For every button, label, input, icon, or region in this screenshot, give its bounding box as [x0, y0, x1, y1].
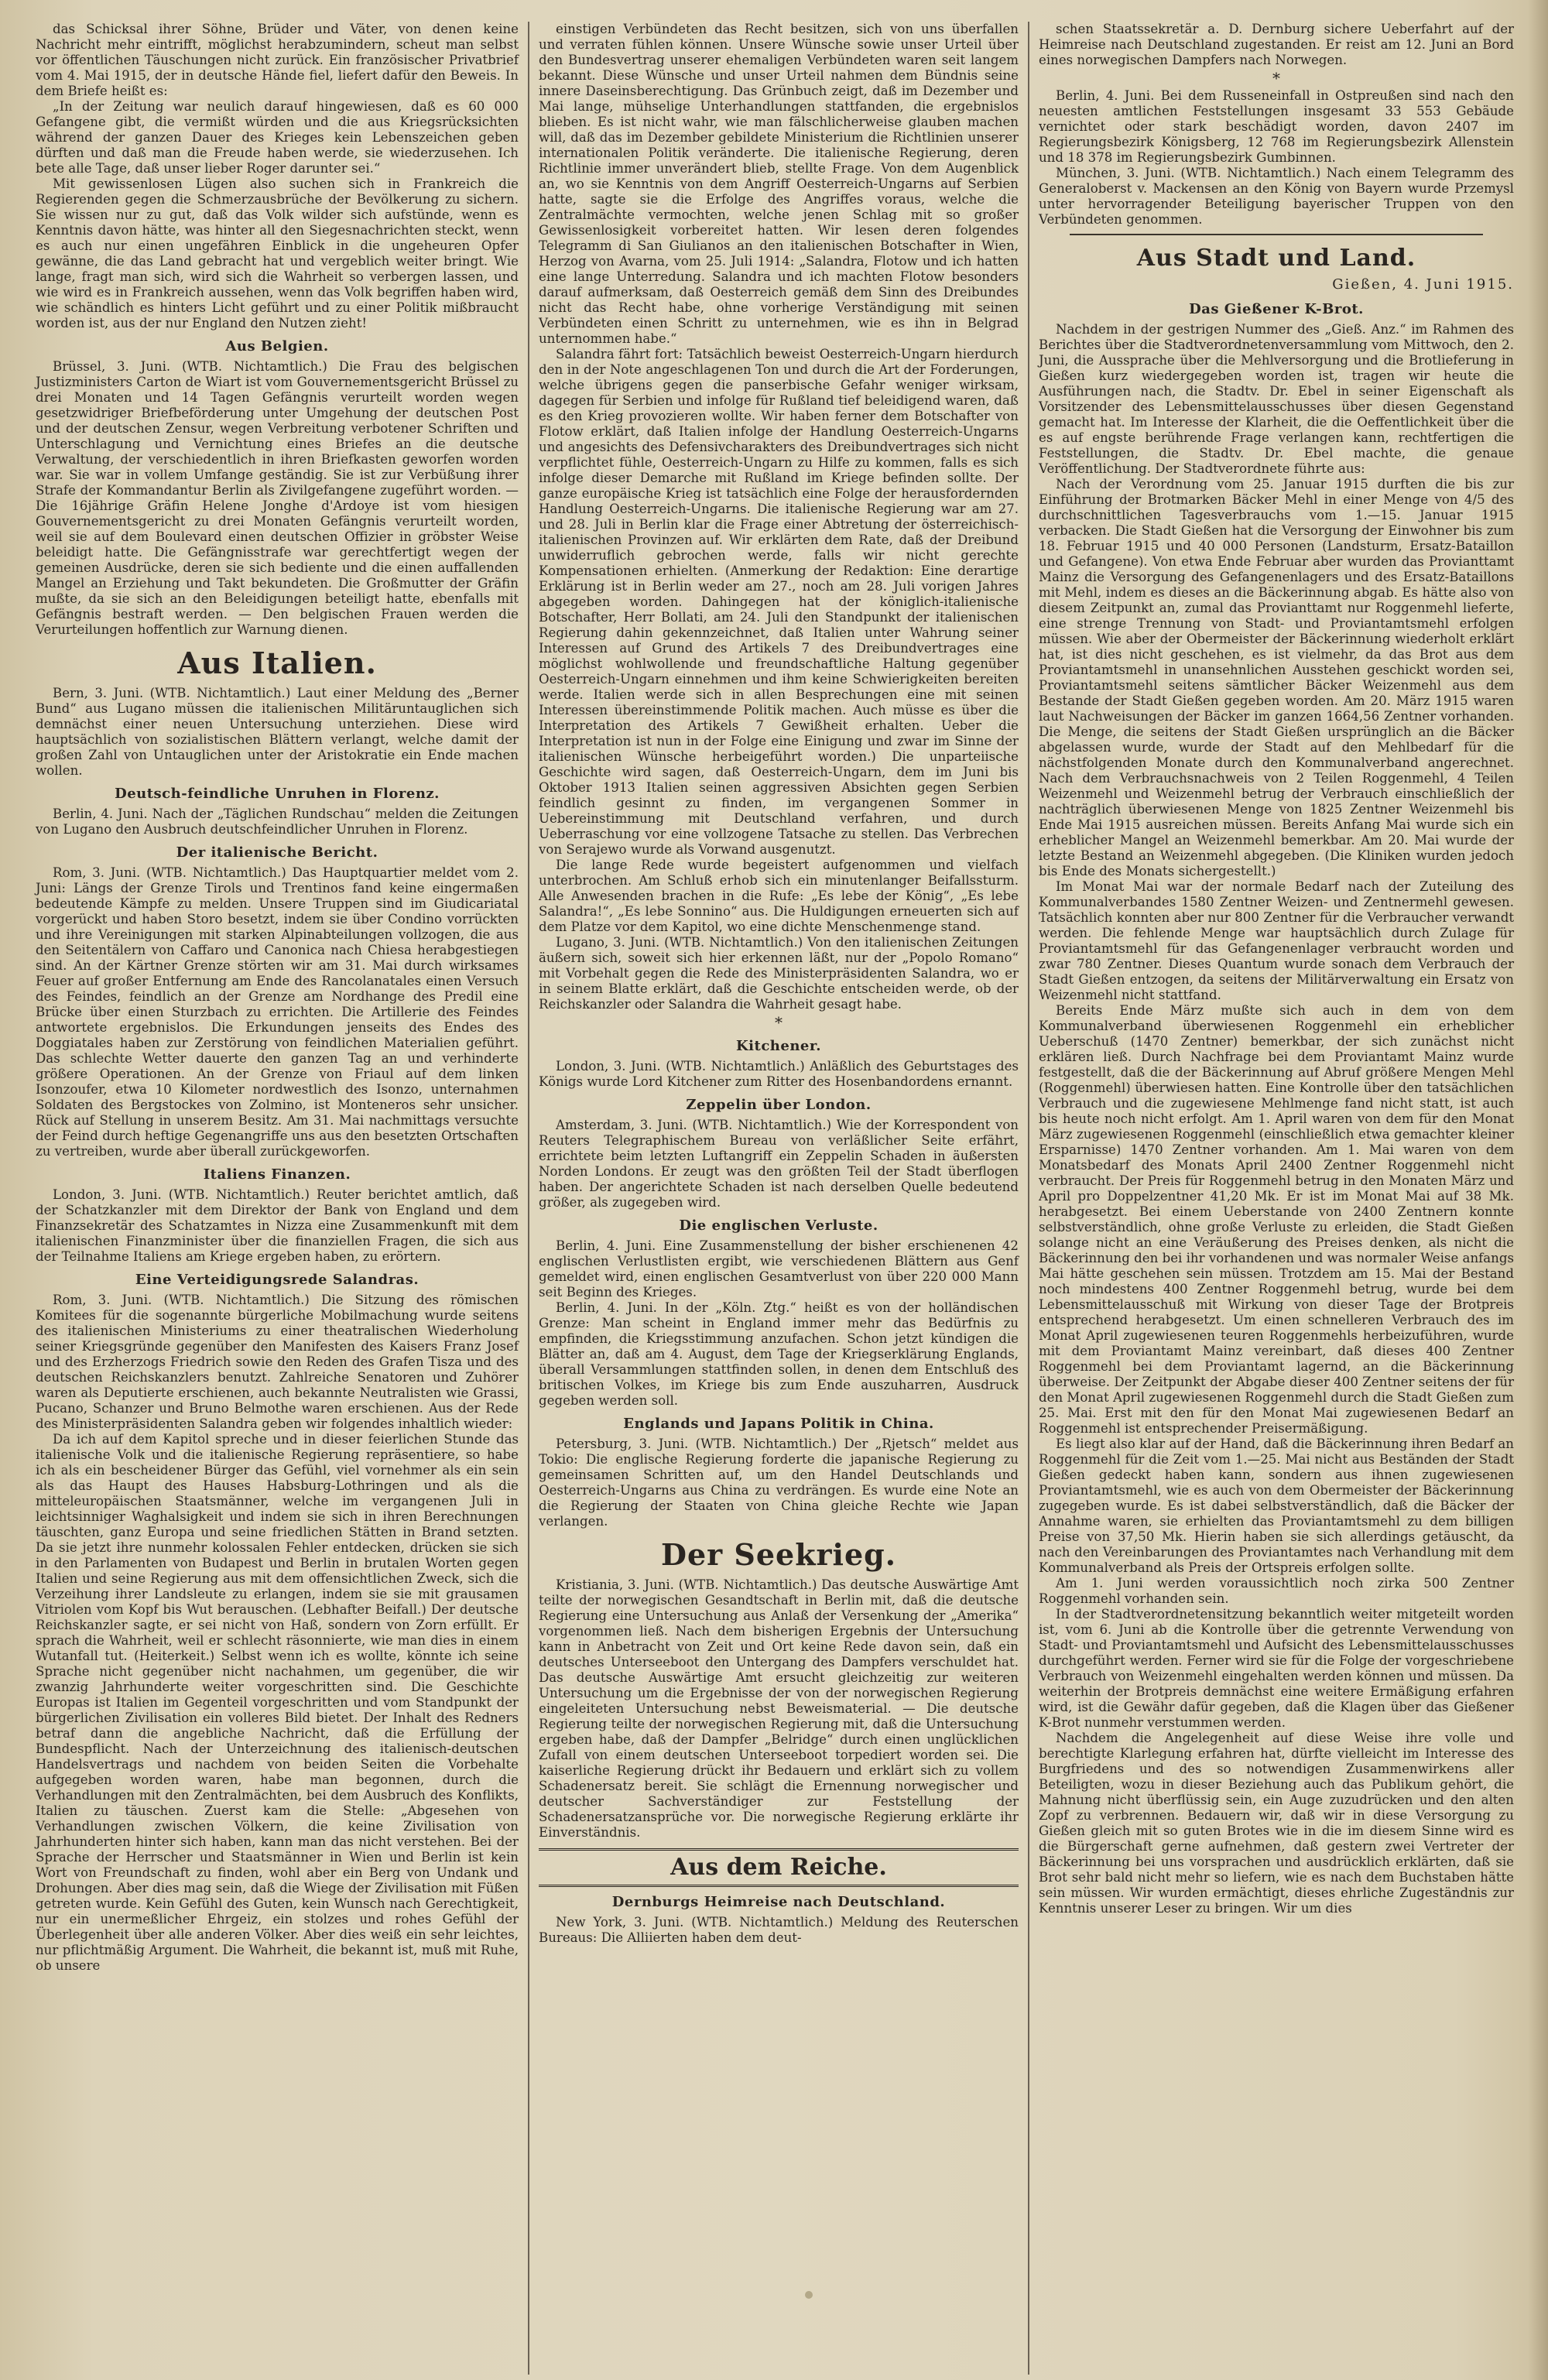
paragraph: Lugano, 3. Juni. (WTB. Nichtamtlich.) Von den italienischen Zeitungen äußern sich, soweit sich hier erkennen läßt, nur der „Popolo Romano“ mit Vorbehalt gegen die Rede des Ministerpräsidenten Salandra, wo er in seinem Blatte erklärt, daß die Geschichte entscheiden werde, ob der Reichskanzler oder Salandra die Wahrheit gesagt habe.	[539, 935, 1019, 1012]
subheading-dernburg: Dernburgs Heimreise nach Deutschland.	[611, 1894, 946, 1910]
page-fold-mark	[805, 2291, 813, 2299]
asterisk-divider: *	[775, 1013, 783, 1032]
paragraph: Salandra fährt fort: Tatsächlich beweist Oesterreich-Ungarn hierdurch den in der Note angeschlagenen Ton und durch die Art der Forderungen, welche übrigens gegen die panserbische Gefahr weniger wirksam, dagegen für Serbien und infolge für Rußland tief beleidigend waren, daß es den Krieg provozieren wollte. Wir haben ferner dem Botschafter von Flotow erklärt, daß Italien infolge der Handlung Oesterreich-Ungarns und angesichts des Defensivcharakters des Dreibundvertrages sich nicht verpflichtet fühle, Oesterreich-Ungarn zu Hilfe zu kommen, falls es sich infolge dieser Demarche mit Rußland im Kriege befinden sollte. Der ganze europäische Krieg ist tatsächlich eine Folge der herausfordernden Handlung Oesterreich-Ungarns. Die italienische Regierung war am 27. und 28. Juli in Berlin klar die Frage einer Abtretung der österreichisch-italienischen Provinzen auf. Wir erklärten dem Rate, daß der Dreibund unwiderruflich gebrochen werde, falls wir nicht gerechte Kompensationen erhielten. (Anmerkung der Redaktion: Eine derartige Erklärung ist in Berlin weder am 27., noch am 28. Juli vorigen Jahres abgegeben worden. Dahingegen hat der königlich-italienische Botschafter, Herr Bollati, am 24. Juli den Standpunkt der italienischen Regierung dahin gekennzeichnet, daß Italien unter Wahrung seiner Interessen auf Grund des Artikels 7 des Dreibundvertrages eine möglichst wohlwollende und freundschaftliche Haltung gegenüber Oesterreich-Ungarn einnehmen und ihm keine Schwierigkeiten bereiten werde. Italien werde sich in allen Besprechungen eine mit seinen Interessen übereinstimmende Politik machen. Auch müsse es über die Interpretation des Artikels 7 Gewißheit erhalten. Ueber die Interpretation ist nun in der Folge eine Einigung und zwar im Sinne der italienischen Wünsche herbeigeführt worden.) Die unparteiische Geschichte wird sagen, daß Oesterreich-Ungarn, dem im Juni bis Oktober 1913 Italien seinen aggressiven Absichten gegen Serbien feindlich gesinnt zu finden, im vergangenen Sommer in Uebereinstimmung mit Deutschland verfahren, und durch Ueberraschung vor eine vollzogene Tatsache zu stellen. Das Verbrechen von Serajewo wurde als Vorwand ausgenutzt.	[539, 347, 1019, 857]
page-edge-shadow	[1528, 0, 1548, 2380]
column-2	[528, 22, 1028, 2375]
paragraph: das Schicksal ihrer Söhne, Brüder und Väter, von denen keine Nachricht mehr eintrifft, möglichst herabzumindern, scheut man selbst vor öffentlichen Täuschungen nicht zurück. Ein französischer Privatbrief vom 4. Mai 1915, der in deutsche Hände fiel, liefert dafür den Beweis. In dem Briefe heißt es:	[36, 22, 519, 98]
asterisk-divider: *	[1272, 69, 1280, 87]
paragraph: München, 3. Juni. (WTB. Nichtamtlich.) Nach einem Telegramm des Generaloberst v. Mackensen an den König von Bayern wurde Przemysl unter hervorragender Beteiligung bayerischer Truppen von den Verbündeten genommen.	[1039, 166, 1514, 227]
dateline: Gießen, 4. Juni 1915.	[1332, 276, 1514, 293]
subheading-salandra: Eine Verteidigungsrede Salandras.	[135, 1272, 420, 1288]
paragraph: einstigen Verbündeten das Recht besitzen, sich von uns überfallen und verraten fühlen können. Unsere Wünsche sowie unser Urteil über den Bundesvertrag unserer ehemaligen Verbündeten waren seit langem bekannt. Diese Wünsche und unser Urteil nahmen dem Bündnis seine innere Daseinsberechtigung. Das Grünbuch zeigt, daß im Dezember und Mai lange, mühselige Unterhandlungen stattfanden, die ergebnislos blieben. Es ist nicht wahr, wie man fälschlicherweise glauben machen will, daß das im Dezember gebildete Ministerium die Richtlinien unserer internationalen Politik veränderte. Die italienische Regierung, deren Richtlinie immer unverändert blieb, stellte Frage. Von dem Augenblick an, wo sie Kenntnis von dem Angriff Oesterreich-Ungarns auf Serbien hatte, sagte sie die Erfolge des Angriffes voraus, welche die Zentralmächte vermochten, welche jenen Schlag mit so großer Gewissenlosigkeit vorbereitet hatten. Wir lesen deren folgendes Telegramm di San Giulianos an den italienischen Botschafter in Wien, Herzog von Avarna, vom 25. Juli 1914: „Salandra, Flotow und ich hatten eine lange Unterredung. Salandra und ich machten Flotow besonders darauf aufmerksam, daß Oesterreich gemäß dem Sinn des Dreibundes nicht das Recht habe, ohne vorherige Verständigung mit seinen Verbündeten einen Schritt zu unternehmen, wie es ihn in Belgrad unternommen habe.“	[539, 22, 1019, 346]
subheading-zeppelin: Zeppelin über London.	[686, 1097, 872, 1113]
paragraph: London, 3. Juni. (WTB. Nichtamtlich.) Anläßlich des Geburtstages des Königs wurde Lord Kitchener zum Ritter des Hosenbandordens ernannt.	[539, 1059, 1019, 1089]
subheading-italiens-finanzen: Italiens Finanzen.	[203, 1166, 351, 1183]
paragraph: Es liegt also klar auf der Hand, daß die Bäckerinnung ihren Bedarf an Roggenmehl für die Zeit vom 1.—25. Mai nicht aus Beständen der Stadt Gießen gedeckt haben kann, sondern aus ihnen zugewiesenen Proviantamtsmehl, wie es auch von dem Obermeister der Bäckerinnung zugegeben wurde. Es ist dabei selbstverständlich, daß die Bäcker der Annahme waren, sie erhielten das Proviantamtsmehl zu dem billigen Preise von 37,50 Mk. Hierin haben sie sich allerdings getäuscht, da nach den Vereinbarungen des Proviantamtes nach Verhandlung mit dem Kommunalverband als Preis der Ortspreis erfolgen sollte.	[1039, 1437, 1514, 1575]
paragraph: London, 3. Juni. (WTB. Nichtamtlich.) Reuter berichtet amtlich, daß der Schatzkanzler mit dem Direktor der Bank von England und dem Finanzsekretär des Schatzamtes in Nizza eine Zusammenkunft mit dem italienischen Finanzminister über die finanziellen Fragen, die sich aus der Teilnahme Italiens am Kriege ergeben haben, zu erörtern.	[36, 1187, 519, 1264]
paragraph: Nachdem in der gestrigen Nummer des „Gieß. Anz.“ im Rahmen des Berichtes über die Stadtverordnetenversammlung vom Mittwoch, den 2. Juni, die Aussprache über die Mehlversorgung und die Brotlieferung in Gießen kurz wiedergegeben worden ist, tragen wir heute die Ausführungen nach, die Stadtv. Dr. Ebel in seiner Eigenschaft als Vorsitzender des Lebensmittelausschusses über diesen Gegenstand gemacht hat. Im Interesse der Klarheit, die die Oeffentlichkeit über die es auf engste berührende Frage verlangen kann, rechtfertigen die Feststellungen, die Stadtv. Dr. Ebel machte, die genaue Veröffentlichung. Der Stadtverordnete führte aus:	[1039, 322, 1514, 476]
paragraph: Bern, 3. Juni. (WTB. Nichtamtlich.) Laut einer Meldung des „Berner Bund“ aus Lugano müssen die italienischen Militäruntauglichen sich demnächst einer neuen Untersuchung unterziehen. Diese wird hauptsächlich von sozialistischen Blättern verlangt, welche damit der großen Zahl von Untauglichen unter der Aristokratie ein Ende machen wollen.	[36, 686, 519, 778]
paragraph: Berlin, 4. Juni. In der „Köln. Ztg.“ heißt es von der holländischen Grenze: Man scheint in England immer mehr das Bedürfnis zu empfinden, die Kriegsstimmung anzufachen. Schon jetzt kündigen die Blätter an, daß am 4. August, dem Tage der Kriegserklärung Englands, überall Versammlungen stattfinden sollen, in denen dem Entschluß des britischen Volkes, im Kriege bis zum Ende auszuharren, Ausdruck gegeben werden soll.	[539, 1300, 1019, 1408]
paragraph: Die lange Rede wurde begeistert aufgenommen und vielfach unterbrochen. Am Schluß erhob sich ein minutenlanger Beifallssturm. Alle Anwesenden brachen in die Rufe: „Es lebe der König“, „Es lebe Salandra!“, „Es lebe Sonnino“ aus. Die Huldigungen erneuerten sich auf dem Platze vor dem Kapitol, wo eine dichte Menschenmenge stand.	[539, 858, 1019, 934]
paragraph: Nachdem die Angelegenheit auf diese Weise ihre volle und berechtigte Klarlegung erfahren hat, dürfte vielleicht im Interesse des Burgfriedens und des so notwendigen Zusammenwirkens aller Beteiligten, wozu in dieser Beziehung auch das Publikum gehört, die Mahnung nicht überflüssig sein, ein Auge zuzudrücken und den alten Zopf zu verbrennen. Bedauern wir, daß wir in diese Versorgung zu Gießen gleich mit so guten Brotes wie in die im diesem Sinne wird es die Bürgerschaft gerne aufnehmen, daß gestern zwei Vertreter der Bäckerinnung bei uns vorsprachen und ausdrücklich erklärten, daß sie Brot sehr bald nicht mehr so liefern, wie es nach dem Buchstaben hätte sein müssen. Wir wurden ermächtigt, dieses ehrliche Zugeständnis zur Kenntnis unserer Leser zu bringen. Wir um dies	[1039, 1731, 1514, 1916]
columns	[26, 22, 1525, 2375]
heading-der-seekrieg: Der Seekrieg.	[661, 1537, 896, 1572]
heading-aus-italien: Aus Italien.	[177, 646, 377, 680]
paragraph: Bereits Ende März mußte sich auch in dem von dem Kommunalverband überwiesenen Roggenmehl ein erheblicher Ueberschuß (1470 Zentner) bemerkbar, der sich zunächst nicht erklären ließ. Durch Nachfrage bei dem Proviantamt Mainz wurde festgestellt, daß die der Bäckerinnung auf Abruf größere Mengen Mehl (Roggenmehl) überwiesen hatten. Eine Kontrolle über den tatsächlichen Verbrauch und die zugewiesene Mehlmenge fand nicht statt, ist auch bis heute noch nicht erfolgt. Am 1. April waren von dem für den Monat März zugewiesenen Roggenmehl (einschließlich etwa gemachter kleiner Ersparnisse) 1470 Zentner vorhanden. Am 1. Mai waren von dem Monatsbedarf des Monats April 2400 Zentner Roggenmehl nicht verbraucht. Der Preis für Roggenmehl betrug in den Monaten März und April pro Doppelzentner 41,20 Mk. Er ist im Monat Mai auf 38 Mk. herabgesetzt. Bei einem Ueberstande von 2400 Zentnern konnte selbstverständlich, ohne große Verluste zu erleiden, die Stadt Gießen solange nicht an eine Veräußerung des Preises denken, als nicht die Bäckerinnung den bei ihr vorhandenen und was normaler Weise anfangs Mai hätte geschehen sein müssen. Trotzdem am 15. Mai der Bestand noch mindestens 400 Zentner Roggenmehl betrug, wurde bei dem Lebensmittelausschuß mit Wirkung von dieser Tage der Brotpreis entsprechend herabgesetzt. Um einen schnelleren Verbrauch des im Monat April zugewiesenen teuren Roggenmehls herbeizuführen, wurde mit dem Proviantamt Mainz vereinbart, daß dieses 400 Zentner Roggenmehl bei dem Proviantamt lagernd, an die Bäckerinnung überweise. Der Zeitpunkt der Abgabe dieser 400 Zentner seitens der für den Monat April zugewiesenen Roggenmehl durch die Stadt Gießen zum 25. Mai. Erst mit den für den Monat Mai zugewiesenen Bedarf an Roggenmehl ist entsprechender Preisermäßigung.	[1039, 1003, 1514, 1436]
heading-aus-dem-reiche: Aus dem Reiche.	[539, 1848, 1019, 1887]
paragraph: Im Monat Mai war der normale Bedarf nach der Zuteilung des Kommunalverbandes 1580 Zentner Weizen- und Zentnermehl gewesen. Tatsächlich konnten aber nur 800 Zentner für die Verbraucher verwandt werden. Die fehlende Menge war hauptsächlich durch Zulage für Proviantamtsmehl für das Gefangenenlager verbraucht worden und zwar 780 Zentner. Dieses Quantum wurde sonach dem Verbrauch der Stadt Gießen entzogen, da seitens der Militärverwaltung ein Ersatz von Weizenmehl nicht stattfand.	[1039, 879, 1514, 1002]
subheading-englische-verluste: Die englischen Verluste.	[679, 1217, 878, 1234]
subheading-italienischer-bericht: Der italienische Bericht.	[176, 844, 378, 861]
paragraph: Berlin, 4. Juni. Eine Zusammenstellung der bisher erschienenen 42 englischen Verlustlisten ergibt, wie verschiedenen Blättern aus Genf gemeldet wird, einen englischen Gesamtverlust von über 220 000 Mann seit Beginn des Krieges.	[539, 1238, 1019, 1300]
paragraph: schen Staatssekretär a. D. Dernburg sichere Ueberfahrt auf der Heimreise nach Deutschland zugestanden. Er reist am 12. Juni an Bord eines norwegischen Dampfers nach Norwegen.	[1039, 22, 1514, 67]
subheading-k-brot: Das Gießener K-Brot.	[1189, 301, 1364, 317]
paragraph-quote: „In der Zeitung war neulich darauf hingewiesen, daß es 60 000 Gefangene gibt, die vermißt würden und die aus Kriegsrücksichten während der ganzen Dauer des Krieges kein Lebenszeichen geben dürften und daß man die Freude haben werde, sie wiederzusehen. Ich bete alle Tage, daß unser lieber Roger darunter sei.“	[36, 99, 519, 176]
column-1	[26, 22, 528, 2375]
paragraph: Petersburg, 3. Juni. (WTB. Nichtamtlich.) Der „Rjetsch“ meldet aus Tokio: Die englische Regierung forderte die japanische Regierung zu gemeinsamen Schritten auf, um den Handel Deutschlands und Oesterreich-Ungarns aus China zu verdrängen. Es wurde eine Note an die Regierung der Staaten von China gleiche Rechte wie Japan verlangen.	[539, 1437, 1019, 1529]
paragraph: New York, 3. Juni. (WTB. Nichtamtlich.) Meldung des Reuterschen Bureaus: Die Alliierten haben dem deut-	[539, 1915, 1019, 1945]
paragraph: Berlin, 4. Juni. Nach der „Täglichen Rundschau“ melden die Zeitungen von Lugano den Ausbruch deutschfeindlicher Unruhen in Florenz.	[36, 806, 519, 837]
paragraph: In der Stadtverordnetensitzung bekanntlich weiter mitgeteilt worden ist, vom 6. Juni ab die Kontrolle über die getrennte Verwendung von Stadt- und Proviantamtsmehl und Aufsicht des Lebensmittelausschusses durchgeführt werden. Ferner wird sie für die Folge der vorgeschriebene Verbrauch von Weizenmehl eingehalten werden können und müssen. Da weiterhin der Brotpreis demnächst eine weitere Ermäßigung erfahren wird, ist die Gewähr dafür gegeben, daß die Klagen über das Gießener K-Brot nunmehr verstummen werden.	[1039, 1607, 1514, 1730]
subheading-florenz: Deutsch-feindliche Unruhen in Florenz.	[115, 786, 440, 802]
subheading-kitchener: Kitchener.	[736, 1038, 821, 1054]
paragraph: Rom, 3. Juni. (WTB. Nichtamtlich.) Das Hauptquartier meldet vom 2. Juni: Längs der Grenze Tirols und Trentinos fand keine eingermaßen bedeutende Kämpfe zu melden. Unsere Truppen sind im Giudicariatal vorgerückt und haben Storo besetzt, indem sie über Condino vorrückten und ihre Vereinigungen mit starken Alpinabteilungen vollzogen, die aus den Seitentälern von Caffaro und Canonica nach Chiesa herabgestiegen sind. An der Kärtner Grenze störten wir am 31. Mai durch wirksames Feuer auf großer Entfernung am Ende des Rancolanatales einen Versuch des Feindes, feindlich an der Grenze am Nordhange des Predil eine Brücke über einen Sturzbach zu errichten. Die Artillerie des Feindes antwortete ergebnislos. Die Erkundungen jenseits des Endes des Doggiatales haben zur Zerstörung von feindlichen Materialien geführt. Das schlechte Wetter dauerte den ganzen Tag an und verhinderte größere Operationen. An der Grenze von Friaul auf dem linken Isonzoufer, etwa 10 Kilometer nordwestlich des Isonzo, unternahmen Soldaten des Bergstockes von Zolmino, ist Monteneros sehr unsicher. Rück auf Stellung in unserem Besitz. Am 31. Mai nachmittags versuchte der Feind durch heftige Gegenangriffe uns aus den besetzten Ortschaften zu vertreiben, wurde aber überall zurückgeworfen.	[36, 865, 519, 1159]
subheading-china: Englands und Japans Politik in China.	[623, 1416, 934, 1432]
paragraph: Kristiania, 3. Juni. (WTB. Nichtamtlich.) Das deutsche Auswärtige Amt teilte der norwegischen Gesandtschaft in Berlin mit, daß die deutsche Regierung eine Untersuchung aus Anlaß der Versenkung der „Amerika“ vorgenommen ließ. Nach dem bisherigen Ergebnis der Untersuchung kann in Anbetracht von Zeit und Ort keine Rede davon sein, daß ein deutsches Unterseeboot den Untergang des Dampfers verschuldet hat. Das deutsche Auswärtige Amt ersucht gleichzeitig zur weiteren Untersuchung um die Ergebnisse der von der norwegischen Regierung eingeleiteten Untersuchung nebst Beweismaterial. — Die deutsche Regierung teilte der norwegischen Regierung mit, daß die Untersuchung ergeben habe, daß der Dampfer „Belridge“ durch einen unglücklichen Zufall von einem deutschen Unterseeboot torpediert worden sei. Die kaiserliche Regierung drückt ihr Bedauern und erklärt sich zu vollem Schadenersatz bereit. Sie schlägt die Ernennung norwegischer und deutscher Sachverständiger zur Feststellung der Schadenersatzansprüche vor. Die norwegische Regierung erklärte ihr Einverständnis.	[539, 1577, 1019, 1840]
paragraph: Amsterdam, 3. Juni. (WTB. Nichtamtlich.) Wie der Korrespondent von Reuters Telegraphischem Bureau von verläßlicher Seite erfährt, errichtete beim letzten Luftangriff ein Zeppelin Schaden in äußersten Norden Londons. Er zeugt was den größten Teil der Stadt überflogen haben. Der angerichtete Schaden ist nach derselben Quelle bedeutend größer, als zugegeben wird.	[539, 1118, 1019, 1210]
paragraph: Brüssel, 3. Juni. (WTB. Nichtamtlich.) Die Frau des belgischen Justizministers Carton de Wiart ist vom Gouvernementsgericht Brüssel zu drei Monaten und 14 Tagen Gefängnis verurteilt worden wegen gesetzwidriger Briefbeförderung unter Umgehung der deutschen Post und der deutschen Zensur, wegen Verbreitung verbotener Schriften und Unterschlagung und Vernichtung eines Briefes an die deutsche Verwaltung, der verschiedentlich in ihren Briefkasten geworfen worden war. Sie war in vollem Umfange geständig. Sie ist zur Verbüßung ihrer Strafe der Kommandantur Berlin als Zivilgefangene zugeführt worden. — Die 16jährige Gräfin Helene Jonghe d'Ardoye ist vom hiesigen Gouvernementsgericht zu drei Monaten Gefängnis verurteilt worden, weil sie auf dem Boulevard einen deutschen Offizier in gröbster Weise beleidigt hatte. Die Gefängnisstrafe war gerechtfertigt wegen der gemeinen Ausdrücke, deren sie sich bediente und die einen auffallenden Mangel an Erziehung und Takt bekundeten. Die Großmutter der Gräfin mußte, da sie sich an den Beleidigungen beteiligt hatte, ebenfalls mit Gefängnis bestraft werden. — Den belgischen Frauen werden die Verurteilungen hoffentlich zur Warnung dienen.	[36, 359, 519, 637]
column-3	[1028, 22, 1523, 2375]
paragraph: Am 1. Juni werden voraussichtlich noch zirka 500 Zentner Roggenmehl vorhanden sein.	[1039, 1576, 1514, 1606]
subheading-belgien: Aus Belgien.	[225, 338, 329, 354]
paragraph: Rom, 3. Juni. (WTB. Nichtamtlich.) Die Sitzung des römischen Komitees für die sogenannte bürgerliche Mobilmachung wurde seitens des italienischen Ministeriums zu einer theatralischen Wiederholung seiner Kriegsgründe gegenüber den Manifesten des Kaisers Franz Josef und des Erzherzogs Friedrich sowie den Reden des Grafen Tisza und des deutschen Reichskanzlers benutzt. Zahlreiche Senatoren und Zuhörer waren als Deputierte erschienen, auch bekannte Neutralisten wie Grassi, Pucano, Schanzer und Bruno Belmothe waren erschienen. Aus der Rede des Ministerpräsidenten Salandra geben wir folgendes inhaltlich wieder:	[36, 1293, 519, 1431]
heading-aus-stadt-und-land: Aus Stadt und Land.	[1136, 245, 1416, 272]
paragraph: Da ich auf dem Kapitol spreche und in dieser feierlichen Stunde das italienische Volk und die italienische Regierung repräsentiere, so habe ich als ein bescheidener Bürger das Gefühl, viel vornehmer als ein sein als das Haupt des Hauses Habsburg-Lothringen und als die mitteleuropäischen Staatsmänner, welche im vergangenen Juli in leichtsinniger Waghalsigkeit und indem sie sich in ihren Berechnungen täuschten, ganz Europa und seine friedlichen Stätten in Brand setzten. Da sie jetzt ihre nunmehr kolossalen Fehler entdecken, drücken sie sich in den Parlamenten von Budapest und Berlin in brutalen Worten gegen Italien und seine Regierung aus mit dem offensichtlichen Zweck, sich die Verzeihung ihrer Landsleute zu erlangen, indem sie sie mit grausamen Vitriolen vom Kopf bis Wut berauschen. (Lebhafter Beifall.) Der deutsche Reichskanzler sagte, er sei nicht von Haß, sondern von Zorn erfüllt. Er sprach die Wahrheit, weil er schlecht räsonnierte, wie man dies in einem Wutanfall tut. (Heiterkeit.) Selbst wenn ich es wollte, könnte ich seine Sprache nicht gegenüber nicht nachahmen, um gegenüber, die wir zwanzig Jahrhunderte weiter vorgeschritten sind. Die Geschichte Europas ist Italien im Gegenteil vorgeschritten und vom Standpunkt der bürgerlichen Zivilisation ein volleres Bild bietet. Der Inhalt des Redners betraf dann die angebliche Nachricht, daß die Erfüllung der Bundespflicht. Nach der Unterzeichnung des italienisch-deutschen Handelsvertrags und nachdem von beiden Seiten die Vorbehalte aufgegeben worden waren, habe man begonnen, durch die Verhandlungen mit den Zentralmächten, bei dem Ausbruch des Konflikts, Italien zu täuschen. Zuerst kam die Stelle: „Abgesehen von Verhandlungen zwischen Völkern, die keine Zivilisation von Jahrhunderten hinter sich haben, kann man das nicht verstehen. Bei der Sprache der Herrscher und Staatsmänner in Wien und Berlin ist kein Wort von Freundschaft zu finden, wohl aber ein Berg von Undank und Drohungen. Aber dies mag sein, daß die Wiege der Zivilisation mit Füßen getreten wurde. Kein Gefühl des Guten, kein Wunsch nach Gerechtigkeit, nur ein unermeßlicher Ehrgeiz, ein stolzes und rohes Gefühl der Überlegenheit über alle anderen Völker. Aber dies weiß ein sehr leichtes, nur pflichtmäßig Argument. Die Wahrheit, die bekannt ist, muß mit Ruhe, ob unsere	[36, 1432, 519, 1973]
paragraph: Nach der Verordnung vom 25. Januar 1915 durften die bis zur Einführung der Brotmarken Bäcker Mehl in einer Menge von 4/5 des durchschnittlichen Tagesverbrauchs vom 1.—15. Januar 1915 verbacken. Die Stadt Gießen hat die Versorgung der Einwohner bis zum 18. Februar 1915 und 40 000 Personen (Landsturm, Ersatz-Bataillon und Gefangene). Von etwa Ende Februar aber wurden das Provianttamt Mainz die Versorgung des Gefangenenlagers und des Ersatz-Bataillons mit Mehl, indem es dieses an die Bäckerinnung abgab. Es hätte also von diesem Zeitpunkt an, zumal das Provianttamt nur Roggenmehl lieferte, eine strenge Trennung von Stadt- und Proviantamtsmehl erfolgen müssen. Wie aber der Obermeister der Bäckerinnung wiederholt erklärt hat, ist dies nicht geschehen, es ist vielmehr, da das Brot aus dem Proviantamtsmehl in unansehnlichen Ausstehen geschickt worden sei, Proviantamtsmehl seitens sämtlicher Bäcker Weizenmehl aus dem Bestande der Stadt Gießen gegeben worden. Am 20. März 1915 waren laut Nachweisungen der Bäcker im ganzen 1664,56 Zentner vorhanden. Die Menge, die seitens der Stadt Gießen ursprünglich an die Bäcker abgelassen wurde, wurde der Stadt auf den Mehlbedarf für die nächstfolgenden Monate durch den Kommunalverband angerechnet. Nach dem Verbrauchsnachweis von 2 Teilen Roggenmehl, 4 Teilen Weizenmehl und Weizenmehl betrug der Verbrauch einschließlich der nachträglich überwiesenen Menge von 1825 Zentner Weizenmehl bis Ende Mai 1915 ausreichen müssen. Bereits Anfang Mai wurde sich ein erheblicher Mangel an Weizenmehl bemerkbar. Am 20. Mai wurde der letzte Bestand an Weizenmehl abgegeben. (Die Kliniken wurden jedoch bis Ende des Monats sichergestellt.)	[1039, 477, 1514, 878]
section-rule	[1070, 234, 1483, 235]
paragraph: Mit gewissenlosen Lügen also suchen sich in Frankreich die Regierenden gegen die Schmerzausbrüche der Bevölkerung zu sichern. Sie wissen nur zu gut, daß das Volk wilder sich aufstünde, wenn es Kenntnis davon hätte, was hinter all den Siegesnachrichten steckt, wenn es auch nur einen ungefähren Einblick in die ungeheuren Opfer gewänne, die das Land gebracht hat und vergeblich weiter bringt. Wie lange, fragt man sich, wird sich die Wahrheit so verbergen lassen, und wie wird es in Frankreich aussehen, wenn das Volk begriffen haben wird, wie schändlich es hinters Licht geführt und zu einer Politik mißbraucht worden ist, aus der nur England den Nutzen zieht!	[36, 176, 519, 330]
paragraph: Berlin, 4. Juni. Bei dem Russeneinfall in Ostpreußen sind nach den neuesten amtlichen Feststellungen insgesamt 33 553 Gebäude vernichtet oder stark beschädigt worden, davon 2407 im Regierungsbezirk Königsberg, 12 768 im Regierungsbezirk Allenstein und 18 378 im Regierungsbezirk Gumbinnen.	[1039, 88, 1514, 165]
